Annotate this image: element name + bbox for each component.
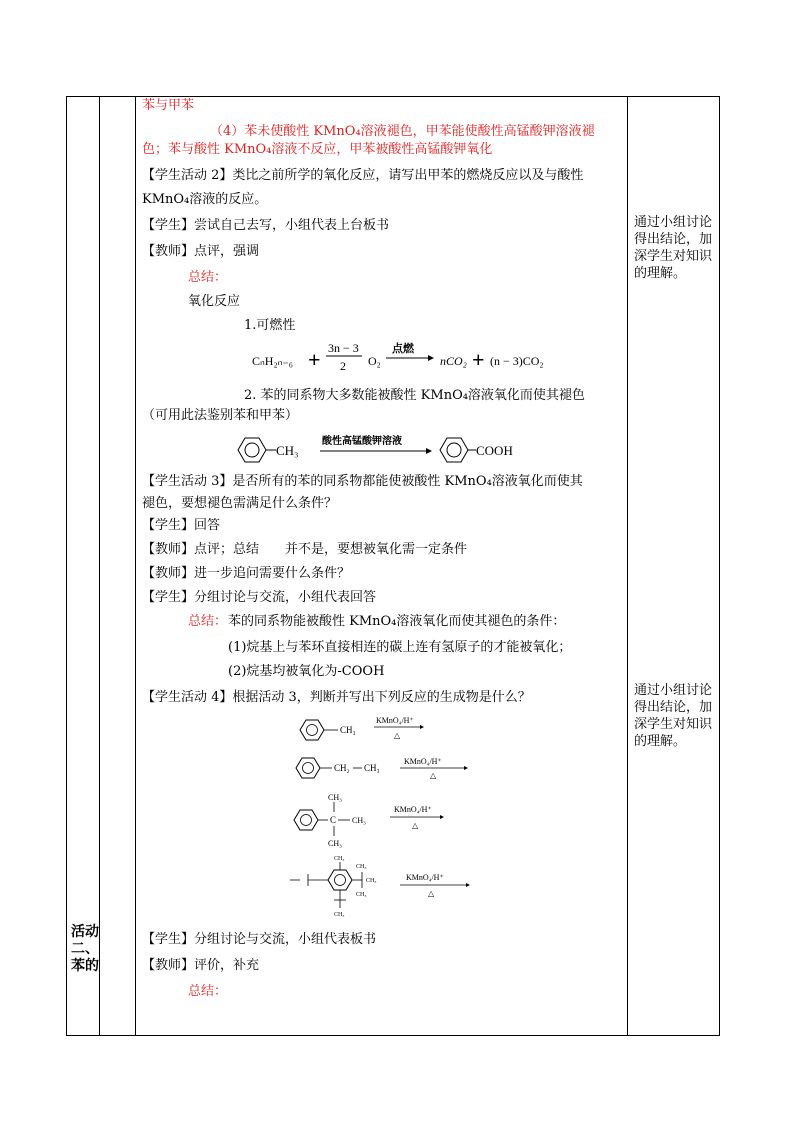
eq2-product: COOH xyxy=(476,443,513,458)
text-line: 【教师】进一步追问需要什么条件？ xyxy=(142,566,351,581)
ch3-label: CH₃ xyxy=(356,864,367,870)
text-line: （4）苯未使酸性 KMnO₄溶液褪色，甲苯能使酸性高锰酸钾溶液褪 xyxy=(210,124,595,139)
text-line: 【教师】评价，补充 xyxy=(142,958,260,973)
text-line: 【学生】分组讨论与交流，小组代表回答 xyxy=(142,590,377,605)
combustion-equation xyxy=(250,336,580,376)
text-line: 【学生活动 3】是否所有的苯的同系物都能使被酸性 KMnO₄溶液氧化而使其 xyxy=(142,474,583,489)
text-line: （可用此法鉴别苯和甲苯） xyxy=(142,408,299,423)
ch3-label: CH₃ xyxy=(328,839,342,848)
eq2-condition: 酸性高锰酸钾溶液 xyxy=(322,436,402,447)
plus-sign: + xyxy=(308,347,321,372)
ch3-label: CH₃ xyxy=(356,892,367,898)
ch3-label: CH₃ xyxy=(352,816,366,825)
eq1-condition: 点燃 xyxy=(392,343,414,355)
text-line: 氧化反应 xyxy=(188,294,241,309)
design-note: 通过小组讨论得出结论，加深学生对知识的理解。 xyxy=(634,215,713,281)
heat-symbol: △ xyxy=(412,821,419,830)
text-line: 【教师】点评；总结 并不是，要想被氧化需一定条件 xyxy=(142,542,468,557)
text-line: 【学生活动 2】类比之前所学的氧化反应，请写出甲苯的燃烧反应以及与酸性 xyxy=(142,168,584,183)
column-divider xyxy=(627,97,628,1035)
text-line: 【学生】分组讨论与交流，小组代表板书 xyxy=(142,932,377,947)
heat-symbol: △ xyxy=(428,889,435,898)
column-divider xyxy=(99,97,100,1035)
eq1-coef-den: 2 xyxy=(340,359,346,373)
ch3-label: CH₃ xyxy=(364,763,380,773)
text-line: 【学生活动 4】根据活动 3，判断并写出下列反应的生成物是什么？ xyxy=(142,690,531,705)
ch2-label: CH₂ xyxy=(334,763,350,773)
text-line: 苯的同系物能被酸性 KMnO₄溶液氧化而使其褪色的条件： xyxy=(228,614,566,629)
text-line: 褪色，要想褪色需满足什么条件？ xyxy=(142,496,338,511)
column-divider xyxy=(135,97,136,1035)
plus-sign: + xyxy=(472,347,485,372)
ch3-label: CH₃ xyxy=(328,793,342,802)
text-line: (1)烷基上与苯环直接相连的碳上连有氢原子的才能被氧化； xyxy=(228,640,572,655)
text-line: 色；苯与酸性 KMnO₄溶液不反应，甲苯被酸性高锰酸钾氧化 xyxy=(142,142,493,157)
ch3-label: CH₃ xyxy=(366,878,377,884)
text-line: 【学生】尝试自己去写，小组代表上台板书 xyxy=(142,218,390,233)
design-note: 通过小组讨论得出结论，加深学生对知识的理解。 xyxy=(634,683,713,749)
text-line: (2)烷基均被氧化为-COOH xyxy=(228,664,385,679)
text-line: 1.可燃性 xyxy=(244,318,296,333)
reagent-label: KMnO₄/H⁺ xyxy=(404,757,442,766)
c-label: C xyxy=(330,815,337,825)
reagent-label: KMnO₄/H⁺ xyxy=(406,873,444,882)
eq1-product-2: (n − 3)CO₂ xyxy=(490,354,544,368)
summary-label: 总结： xyxy=(188,614,228,629)
toluene-oxidation-equation xyxy=(230,430,540,470)
text-line: 苯与甲苯 xyxy=(142,98,195,113)
heat-symbol: △ xyxy=(394,731,401,740)
eq2-reactant: CH₃ xyxy=(276,443,299,458)
ch3-label: CH₃ xyxy=(334,856,345,862)
reagent-label: KMnO₄/H⁺ xyxy=(376,716,414,725)
summary-label: 总结： xyxy=(188,984,228,999)
summary-label: 总结： xyxy=(188,270,228,285)
text-line: KMnO₄溶液的反应。 xyxy=(142,192,268,207)
reaction-structures xyxy=(280,708,480,928)
eq1-reactant: CₙH₂ₙ₋₆ xyxy=(252,354,293,368)
text-line: 【学生】回答 xyxy=(142,518,221,533)
eq1-coef-num: 3n − 3 xyxy=(328,341,359,355)
reagent-label: KMnO₄/H⁺ xyxy=(394,805,432,814)
section-label: 活动二、苯的 xyxy=(71,924,99,974)
text-line: 2. 苯的同系物大多数能被酸性 KMnO₄溶液氧化而使其褪色 xyxy=(244,388,585,403)
text-line: 【教师】点评，强调 xyxy=(142,244,260,259)
eq1-o2: O₂ xyxy=(368,354,381,368)
eq1-product-1: nCO₂ xyxy=(440,354,467,368)
ch3-label: CH₃ xyxy=(340,725,356,735)
heat-symbol: △ xyxy=(430,771,437,780)
ch3-label: CH₃ xyxy=(334,912,345,918)
